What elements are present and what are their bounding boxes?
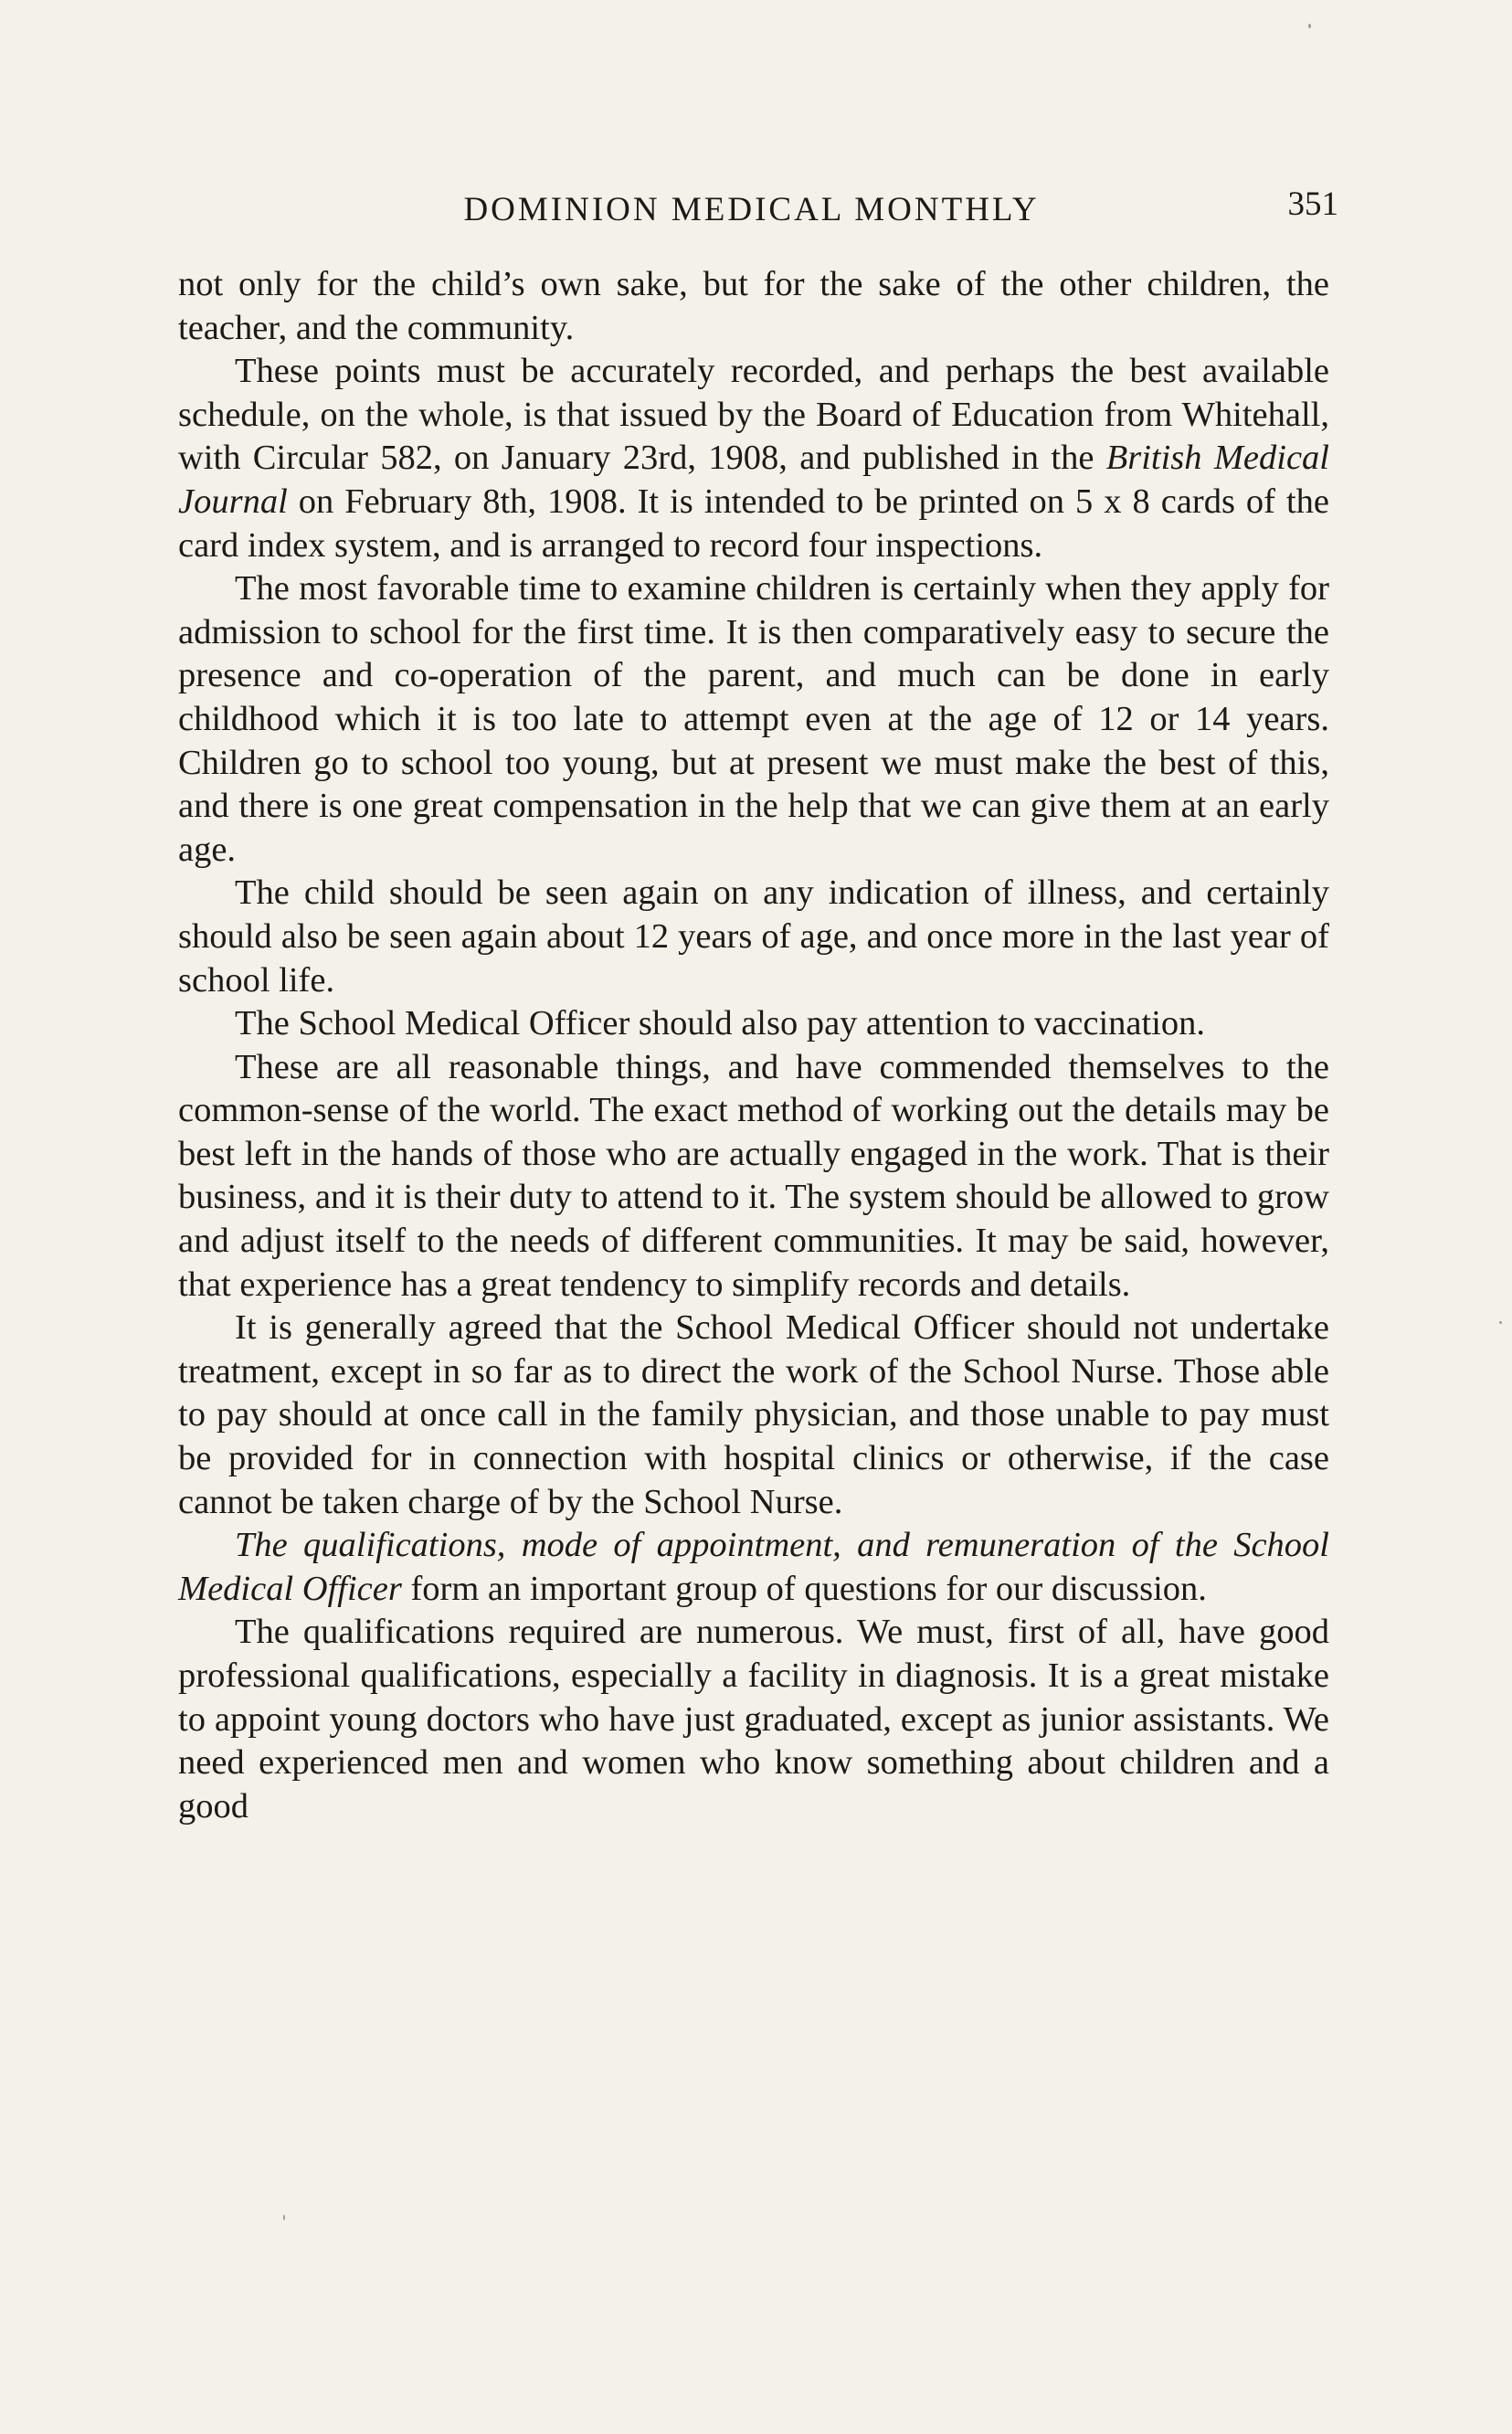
paragraph-8-text: form an important group of questions for our discussion. [401,1569,1207,1608]
paragraph-4-text: The child should be seen again on any indication of illness, and certainly should also be seen again about 12 years of age, and once more in the last year of school life. [178,873,1329,1000]
paper-speck [1308,24,1311,28]
paper-speck [1499,1321,1502,1324]
paragraph-1-text: not only for the child’s own sake, but for the sake of the other children, the teacher, and the community. [178,265,1329,347]
page-number: 351 [1287,185,1338,223]
body-text [178,263,1329,1828]
paper-speck [283,2215,285,2220]
paragraph-2-text: These points must be accurately recorded, and perhaps the best available schedule, on the whole, is that issued by the Board of Education from Whitehall, with Circular 582, on January 23rd, 1908, and published in the [178,352,1329,478]
running-title: DOMINION MEDICAL MONTHLY [463,191,1040,228]
paragraph-9 [178,1611,1329,1828]
paragraph-3 [178,567,1329,872]
paragraph-9-text: The qualifications required are numerous. We must, first of all, have good professional qualifications, especially a facility in diagnosis. It is a great mistake to appoint young doctors who have just graduated, except as junior assistants. We need experienced men and women who know something about children and a good [178,1613,1329,1826]
paragraph-5-text: The School Medical Officer should also pay attention to vaccination. [235,1004,1206,1043]
paragraph-3-text: The most favorable time to examine children is certainly when they apply for admission to school for the first time. It is then comparatively easy to secure the presence and co-operation of the parent, and much can be done in early childhood which it is too late to attempt even at the age of 12 or 14 years. Children go to school too young, but at present we must make the best of this, and there is one great compensation in the help that we can give them at an early age. [178,569,1329,869]
paragraph-2 [178,350,1329,567]
paragraph-7-text: It is generally agreed that the School Medical Officer should not undertake treatment, except in so far as to direct the work of the School Nurse. Those able to pay should at once call in the family physician, and those unable to pay must be provided for in connection with hospital clinics or otherwise, if the case cannot be taken charge of by the School Nurse. [178,1308,1329,1521]
page-header [174,185,1338,245]
paragraph-5 [178,1002,1329,1046]
section-heading-italic: The qualifications, mode of appointment, and remuneration of the School Medical Officer [178,1526,1329,1608]
paragraph-4 [178,872,1329,1002]
paragraph-8 [178,1524,1329,1611]
paragraph-2-text-end: on February 8th, 1908. It is intended to be printed on 5 x 8 cards of the card index system, and is arranged to record four inspections. [178,482,1329,565]
paragraph-1 [178,263,1329,350]
paragraph-7 [178,1307,1329,1524]
paragraph-6 [178,1046,1329,1307]
journal-title: British Medical Journal [178,439,1329,521]
paragraph-6-text: These are all reasonable things, and have commended themselves to the common-sense of the world. The exact method of working out the details may be best left in the hands of those who are actually engaged in the work. That is their business, and it is their duty to attend to it. The system should be allowed to grow and adjust itself to the needs of different communities. It may be said, however, that experience has a great tendency to simplify records and details. [178,1047,1329,1304]
